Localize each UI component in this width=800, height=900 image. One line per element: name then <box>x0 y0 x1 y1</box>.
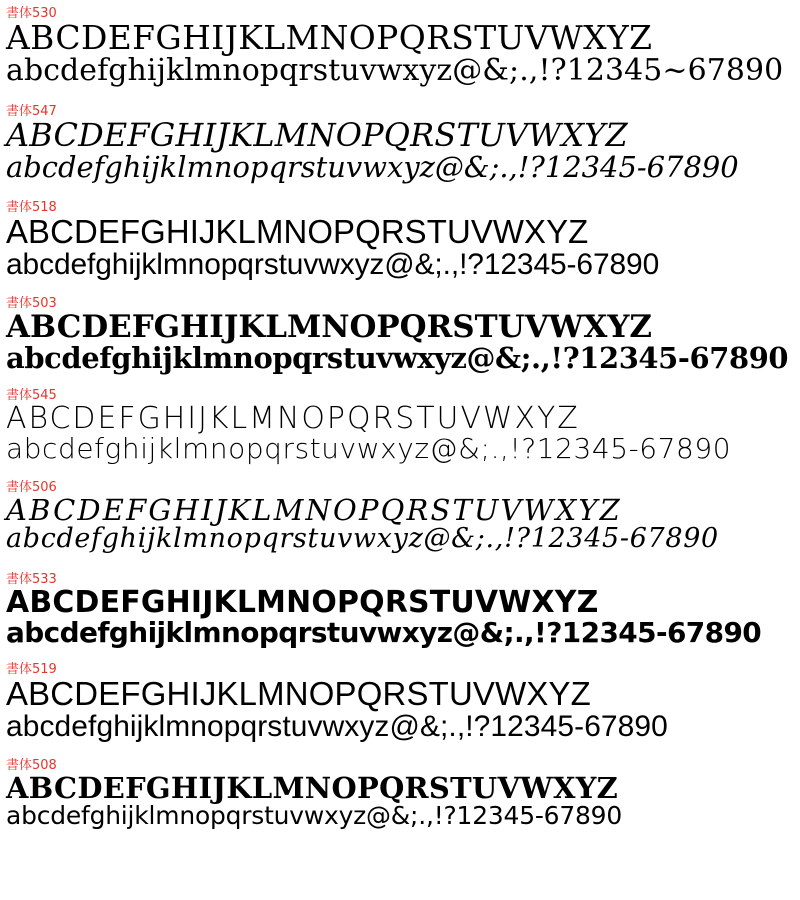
specimen-block-547 <box>0 104 800 200</box>
specimen-block-545 <box>0 388 800 480</box>
specimen-lowercase-547: abcdefghijklmnopqrstuvwxyz@&;.,!?12345-67890 <box>6 150 739 185</box>
specimen-uppercase-506: ABCDEFGHIJKLMNOPQRSTUVWXYZ <box>6 493 622 527</box>
specimen-block-533 <box>0 572 800 662</box>
specimen-uppercase-503: ABCDEFGHIJKLMNOPQRSTUVWXYZ <box>6 309 652 345</box>
specimen-label-519: 書体519 <box>6 662 57 677</box>
specimen-block-508 <box>0 758 800 848</box>
specimen-label-506: 書体506 <box>6 480 57 495</box>
specimen-label-530: 書体530 <box>6 6 57 21</box>
specimen-block-518 <box>0 200 800 296</box>
specimen-lowercase-506: abcdefghijklmnopqrstuvwxyz@&;.,!?12345-67890 <box>6 523 719 555</box>
specimen-label-547: 書体547 <box>6 104 57 119</box>
specimen-lowercase-519: abcdefghijklmnopqrstuvwxyz@&;.,!?12345-67890 <box>6 710 668 744</box>
specimen-uppercase-533: ABCDEFGHIJKLMNOPQRSTUVWXYZ <box>6 585 599 620</box>
specimen-lowercase-518: abcdefghijklmnopqrstuvwxyz@&;.,!?12345-67890 <box>6 248 660 282</box>
specimen-lowercase-533: abcdefghijklmnopqrstuvwxyz@&;.,!?12345-67890 <box>6 616 762 650</box>
specimen-label-545: 書体545 <box>6 388 57 403</box>
specimen-uppercase-530: ABCDEFGHIJKLMNOPQRSTUVWXYZ <box>6 18 653 57</box>
specimen-block-503 <box>0 296 800 388</box>
specimen-label-533: 書体533 <box>6 572 57 587</box>
specimen-uppercase-519: ABCDEFGHIJKLMNOPQRSTUVWXYZ <box>6 675 591 712</box>
specimen-lowercase-545: abcdefghijklmnopqrstuvwxyz@&;.,!?12345-67890 <box>6 432 732 466</box>
specimen-block-506 <box>0 480 800 572</box>
specimen-lowercase-530: abcdefghijklmnopqrstuvwxyz@&;.,!?12345~67890 <box>6 53 784 89</box>
specimen-uppercase-508: ABCDEFGHIJKLMNOPQRSTUVWXYZ <box>6 771 619 805</box>
specimen-block-530 <box>0 6 800 104</box>
specimen-uppercase-547: ABCDEFGHIJKLMNOPQRSTUVWXYZ <box>6 116 628 154</box>
specimen-label-518: 書体518 <box>6 200 57 215</box>
specimen-label-503: 書体503 <box>6 296 57 311</box>
specimen-lowercase-503: abcdefghijklmnopqrstuvwxyz@&;.,!?12345-67890 <box>6 341 789 376</box>
specimen-lowercase-508: abcdefghijklmnopqrstuvwxyz@&;.,!?12345-67890 <box>6 801 622 831</box>
specimen-uppercase-518: ABCDEFGHIJKLMNOPQRSTUVWXYZ <box>6 213 589 250</box>
specimen-block-519 <box>0 662 800 758</box>
specimen-label-508: 書体508 <box>6 758 57 773</box>
specimen-uppercase-545: ABCDEFGHIJKLMNOPQRSTUVWXYZ <box>6 401 580 436</box>
